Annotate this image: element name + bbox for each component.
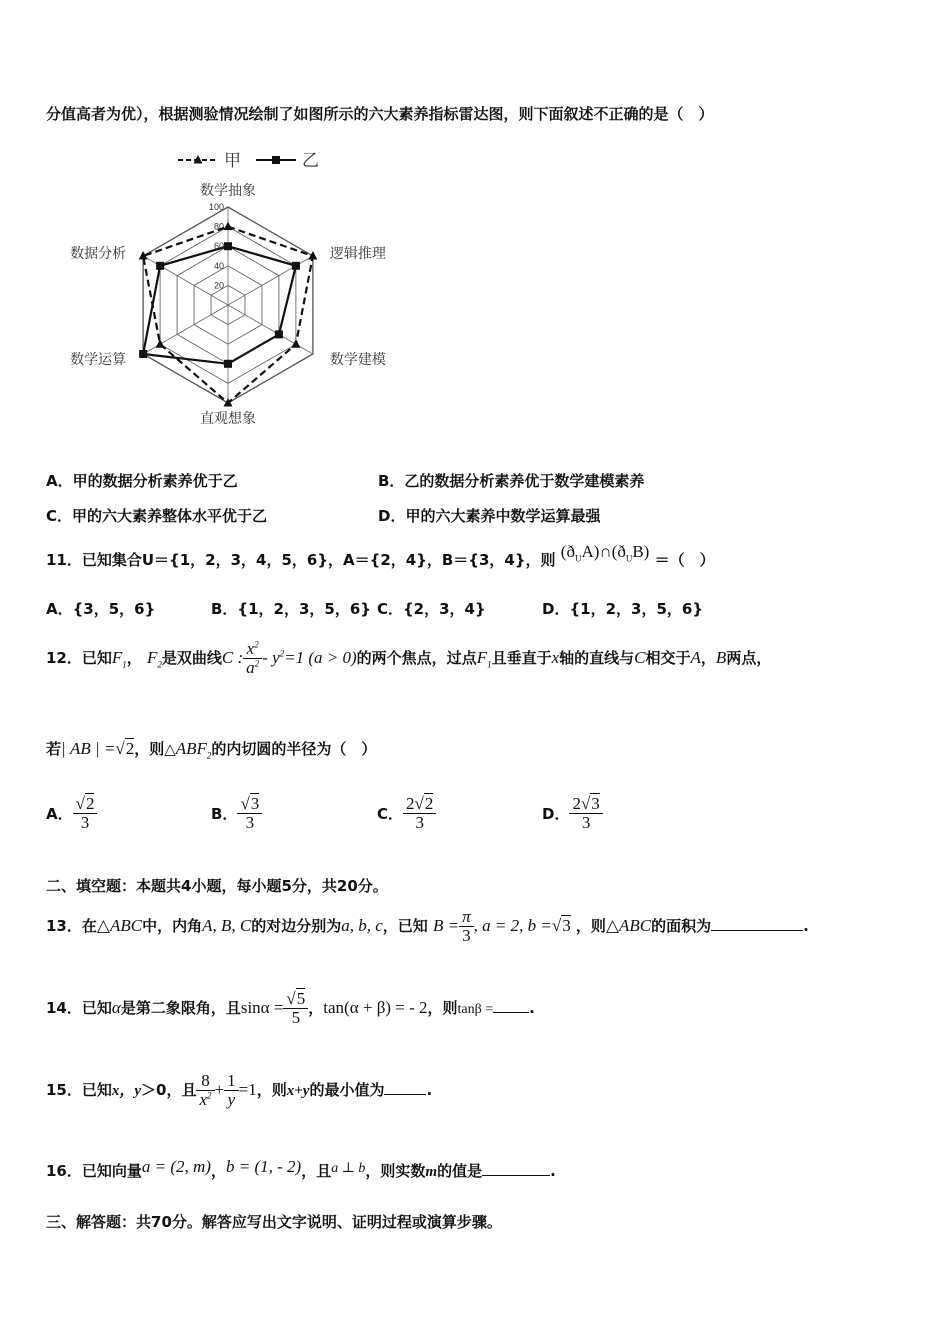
point-甲-数学运算 xyxy=(156,339,165,348)
ab-length: | AB | =√2 xyxy=(61,739,135,758)
point-乙-数学抽象 xyxy=(224,242,232,250)
radar-grid xyxy=(143,207,313,403)
q15-answer-blank[interactable] xyxy=(384,1080,426,1095)
question-12-line1: 12．已知$F_1$， $F_2$是双曲线C : $\frac{x^2}{a^2}$ - $y^2=1$ (a > 0)的两个焦点，过点$F_1$且垂直于x轴的直线与C相交于A，B两点， xyxy=(46,639,772,677)
legend-label-甲: 甲 xyxy=(224,151,241,170)
q11-sets: U＝{1，2，3，4，5，6}，A＝{2，4}，B＝{3，4}，则 xyxy=(141,551,556,569)
radar-ticks xyxy=(209,202,224,290)
grid-spoke-2 xyxy=(228,305,313,354)
point-b: B xyxy=(715,647,727,667)
q11-option-d[interactable]: D．{1，2，3，5，6} xyxy=(542,600,703,618)
f1-label: $F_1$ xyxy=(111,647,127,670)
point-a: A xyxy=(690,647,701,667)
q10-option-a[interactable]: A．甲的数据分析素养优于乙 xyxy=(46,472,238,490)
c-ref: C xyxy=(634,647,646,667)
q12-option-b[interactable]: B． $\frac{√3}{3}$ xyxy=(211,795,262,832)
f1-ref: $F_1$ xyxy=(476,647,492,670)
tick-label-60: 60 xyxy=(213,241,224,252)
axis-label-直观想象: 直观想象 xyxy=(200,412,256,427)
triangle-abf2: $ABF_2$ xyxy=(175,739,212,761)
question-10-stem: 分值高者为优），根据测验情况绘制了如图所示的六大素养指标雷达图，则下面叙述不正确的是（ ） xyxy=(46,105,714,123)
point-甲-数学建模 xyxy=(291,339,300,348)
hyperbola-rest: - $y^2=1$ (a > 0) xyxy=(262,647,357,667)
question-11 xyxy=(46,542,715,571)
axis-label-逻辑推理: 逻辑推理 xyxy=(329,247,386,262)
q11-number: 11．已知集合 xyxy=(46,551,142,569)
grid-spoke-1 xyxy=(228,256,313,305)
section-2-heading: 二、填空题：本题共4小题，每小题5分，共20分。 xyxy=(46,877,388,895)
q10-option-d[interactable]: D．甲的六大素养中数学运算最强 xyxy=(378,507,601,525)
q12-a-fraction: $\frac{√2}{3}$ xyxy=(73,795,98,832)
hyperbola-fraction: $\frac{x^2}{a^2}$ xyxy=(243,640,262,677)
point-乙-数学运算 xyxy=(139,350,147,358)
q12-b-fraction: $\frac{√3}{3}$ xyxy=(237,795,262,832)
q12-c-fraction: $\frac{2√2}{3}$ xyxy=(403,795,436,832)
point-甲-数学抽象 xyxy=(224,222,233,231)
point-甲-逻辑推理 xyxy=(308,251,317,260)
q11-option-b[interactable]: B．{1，2，3，5，6} xyxy=(211,600,371,618)
tick-label-80: 80 xyxy=(213,221,224,232)
q10-option-c[interactable]: C．甲的六大素养整体水平优于乙 xyxy=(46,507,268,525)
axis-label-数据分析: 数据分析 xyxy=(70,247,127,262)
f2-label: $F_2$ xyxy=(147,647,162,670)
radar-chart xyxy=(60,140,400,430)
sqrt5-over-5: $\frac{√5}{5}$ xyxy=(283,990,308,1027)
tick-label-100: 100 xyxy=(208,202,224,212)
q11-option-a[interactable]: A．{3，5，6} xyxy=(46,600,156,618)
eight-over-x2: $\frac{8}{x^2}$ xyxy=(196,1072,214,1109)
q12-option-d[interactable]: D． $\frac{2√3}{3}$ xyxy=(542,795,603,832)
q11-tail: ＝（ ） xyxy=(654,551,715,569)
axis-label-数学抽象: 数学抽象 xyxy=(200,184,256,199)
point-乙-直观想象 xyxy=(224,360,232,368)
tick-label-20: 20 xyxy=(213,280,224,291)
grid-spoke-4 xyxy=(143,305,228,354)
axis-label-数学运算: 数学运算 xyxy=(70,353,127,368)
question-16: 16．已知向量a = (2, m)，b = (1, - 2)，且a ⊥ b，则实数m的值是 . xyxy=(46,1157,556,1180)
question-12-line2: 若| AB | =√2，则$\triangle ABF_2$的内切圆的半径为（ ） xyxy=(46,739,377,761)
q14-answer-blank[interactable] xyxy=(493,998,529,1013)
section-3-heading: 三、解答题：共70分。解答应写出文字说明、证明过程或演算步骤。 xyxy=(46,1213,502,1231)
point-乙-数学建模 xyxy=(275,330,283,338)
legend-label-乙: 乙 xyxy=(302,151,319,170)
pi-over-3: $\frac{\pi}{3}$ xyxy=(459,908,474,945)
q16-answer-blank[interactable] xyxy=(482,1161,550,1176)
q13-answer-blank[interactable] xyxy=(711,916,803,931)
hyperbola-c: C : xyxy=(221,647,244,667)
q11-expression: $(ð_UA)\cap(ð_UB)$ xyxy=(560,542,650,564)
axis-label-数学建模: 数学建模 xyxy=(329,353,386,368)
question-15: 15．已知x，y＞0，且 $\frac{8}{x^2}$ + $\frac{1}{y}$ =1，则x+y的最小值为 . xyxy=(46,1071,433,1109)
legend-square-icon xyxy=(272,156,280,164)
point-乙-逻辑推理 xyxy=(292,262,300,270)
question-13: 13．在△ABC中，内角A, B, C的对边分别为a, b, c，已知 B = $\frac{\pi}{3}$ , a = 2, b =√3 ，则△ABC的面积为 . xyxy=(46,907,809,945)
q12-number: 12．已知 xyxy=(46,648,112,667)
tick-label-40: 40 xyxy=(213,260,224,271)
q11-option-c[interactable]: C．{2，3，4} xyxy=(377,600,486,618)
chart-legend xyxy=(178,151,319,170)
q10-option-b[interactable]: B．乙的数据分析素养优于数学建模素养 xyxy=(378,472,645,490)
question-14: 14．已知α是第二象限角，且sinα = $\frac{√5}{5}$ ，tan(α + β) = - 2，则tanβ = . xyxy=(46,989,535,1027)
q12-option-c[interactable]: C． $\frac{2√2}{3}$ xyxy=(377,795,436,832)
q12-d-fraction: $\frac{2√3}{3}$ xyxy=(569,795,602,832)
x-axis-var: x xyxy=(551,647,560,667)
one-over-y: $\frac{1}{y}$ xyxy=(224,1072,239,1109)
q12-option-a[interactable]: A． $\frac{√2}{3}$ xyxy=(46,795,97,832)
point-乙-数据分析 xyxy=(156,262,164,270)
